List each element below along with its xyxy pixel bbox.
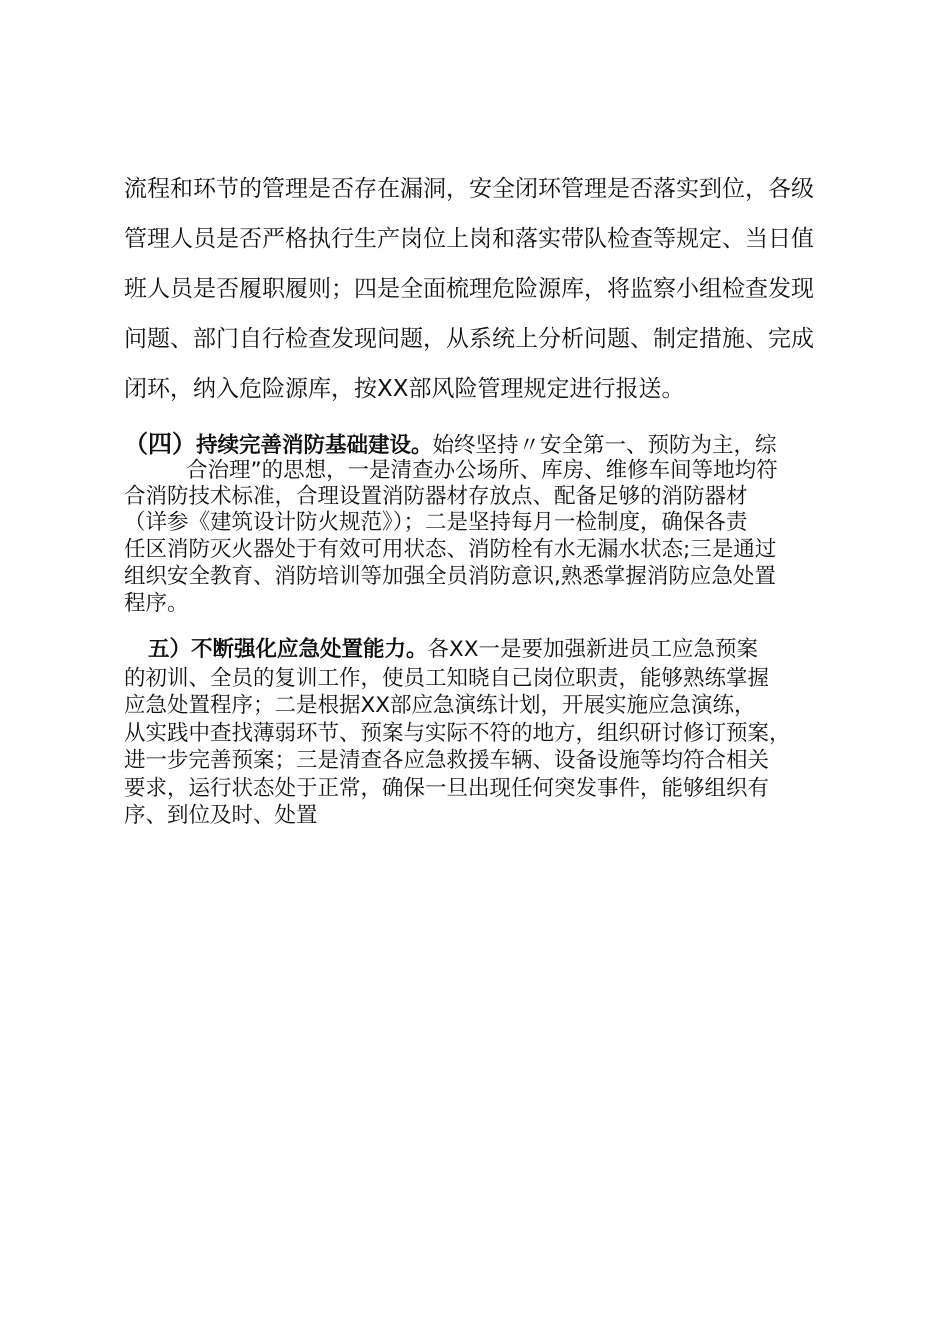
text-line: 问题、部门自行检查发现问题，从系统上分析问题、制定措施、完成 xyxy=(124,326,814,352)
text-line: 序、到位及时、处置 xyxy=(124,803,318,828)
text-line: 进一步完善预案；三是清查各应急救援车辆、设备设施等均符合相关 xyxy=(124,748,770,773)
section-heading-line xyxy=(148,632,758,663)
text-line: 程序。 xyxy=(124,591,189,616)
section-number: （四） xyxy=(124,430,196,458)
text-segment: 各XX一是要加强新进员工应急预案 xyxy=(427,637,758,662)
section-title: 持续完善消防基础建设。 xyxy=(196,433,433,458)
text-line: 应急处置程序；二是根据XX部应急演练计划，开展实施应急演练， xyxy=(124,693,756,718)
text-line: 闭环，纳入危险源库，按XX部风险管理规定进行报送。 xyxy=(124,376,685,402)
text-line: 的初训、全员的复训工作，使员工知晓自己岗位职责，能够熟练掌握 xyxy=(124,666,770,691)
text-line: 管理人员是否严格执行生产岗位上岗和落实带队检查等规定、当日值 xyxy=(124,226,814,252)
section-title: 五）不断强化应急处置能力。 xyxy=(148,637,428,662)
text-line: 要求，运行状态处于正常，确保一旦出现任何突发事件，能够组织有 xyxy=(124,776,770,801)
text-line: 班人员是否履职履则；四是全面梳理危险源库，将监察小组检查发现 xyxy=(124,276,814,302)
text-segment: 始终坚持〃安全第一、预防为主，综 xyxy=(432,433,777,458)
text-line: 任区消防灭火器处于有效可用状态、消防栓有水无漏水状态;三是通过 xyxy=(124,537,777,562)
text-line: 合治理”的思想，一是清查办公场所、库房、维修车间等地均符 xyxy=(186,458,778,483)
text-line: 从实践中查找薄弱环节、预案与实际不符的地方，组织研讨修订预案， xyxy=(124,721,791,746)
text-line: （详参《建筑设计防火规范》）；二是坚持每月一检制度，确保各责 xyxy=(124,510,748,535)
text-line: 组织安全教育、消防培训等加强全员消防意识,熟悉掌握消防应急处置 xyxy=(124,564,776,589)
text-line: 合消防技术标准，合理设置消防器材存放点、配备足够的消防器材 xyxy=(124,484,748,509)
text-line: 流程和环节的管理是否存在漏洞，安全闭环管理是否落实到位，各级 xyxy=(124,176,814,202)
